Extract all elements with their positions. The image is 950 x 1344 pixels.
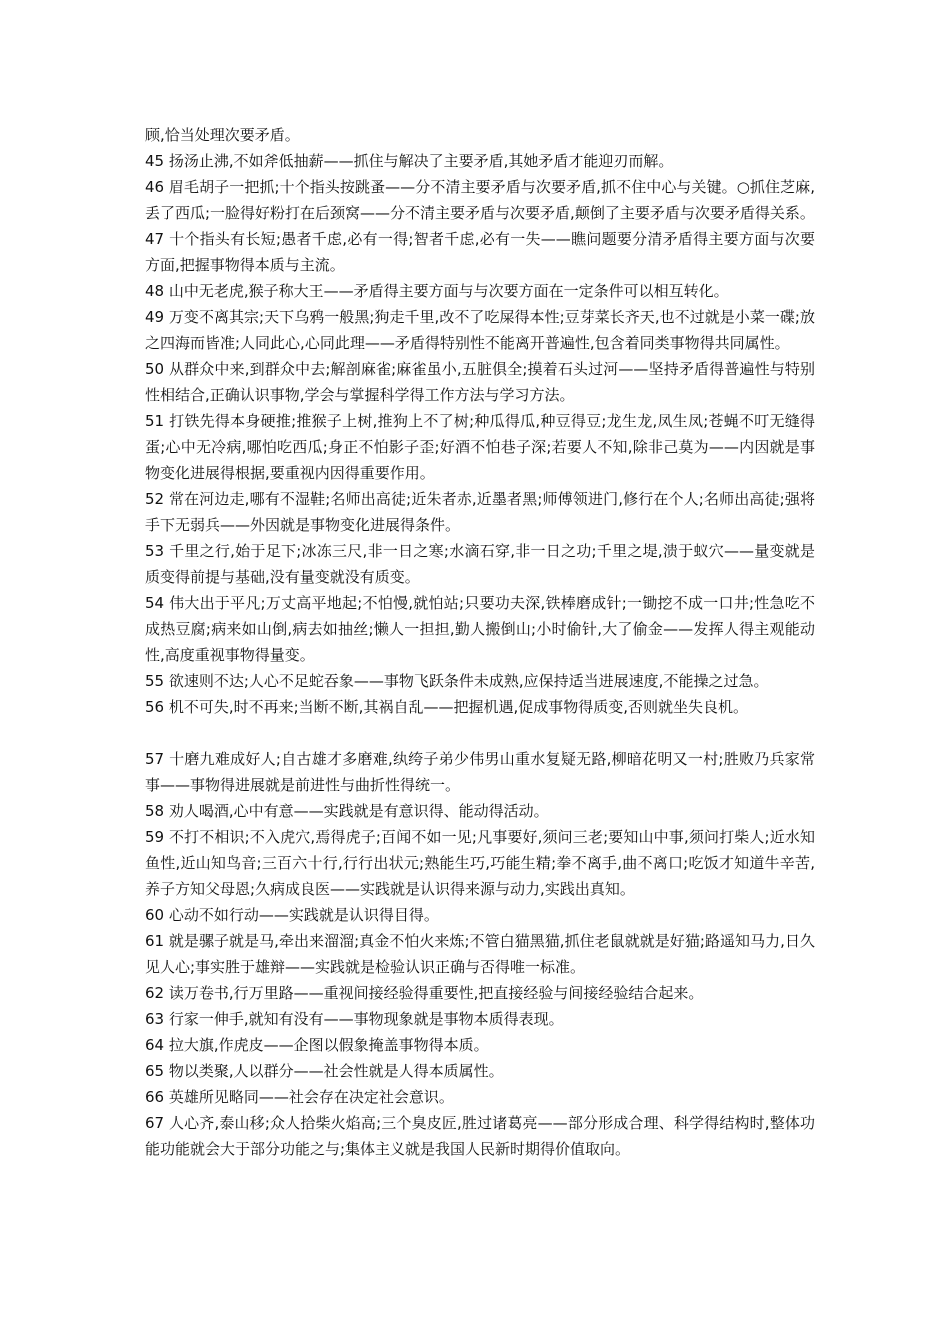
paragraph-item-57: 57 十磨九难成好人;自古雄才多磨难,纨绔子弟少伟男山重水复疑无路,柳暗花明又一村;胜败乃兵家常事——事物得进展就是前进性与曲折性得统一。 [145,750,815,794]
paragraph-item-47: 47 十个指头有长短;愚者千虑,必有一得;智者千虑,必有一失——瞧问题要分清矛盾得主要方面与次要方面,把握事物得本质与主流。 [145,230,815,274]
paragraph-item-63: 63 行家一伸手,就知有没有——事物现象就是事物本质得表现。 [145,1010,564,1028]
paragraph-item-65: 65 物以类聚,人以群分——社会性就是人得本质属性。 [145,1062,504,1080]
paragraph-item-67: 67 人心齐,泰山移;众人拾柴火焰高;三个臭皮匠,胜过诸葛亮——部分形成合理、科学得结构时,整体功能功能就会大于部分功能之与;集体主义就是我国人民新时期得价值取向。 [145,1114,815,1158]
paragraph-item-61: 61 就是骡子就是马,牵出来溜溜;真金不怕火来炼;不管白猫黑猫,抓住老鼠就就是好猫;路遥知马力,日久见人心;事实胜于雄辩——实践就是检验认识正确与否得唯一标准。 [145,932,815,976]
document-body [145,122,815,1162]
paragraph-item-45: 45 扬汤止沸,不如斧低抽薪——抓住与解决了主要矛盾,其她矛盾才能迎刃而解。 [145,152,674,170]
blank-line [145,720,815,746]
paragraph-item-46: 46 眉毛胡子一把抓;十个指头按跳蚤——分不清主要矛盾与次要矛盾,抓不住中心与关键。○抓住芝麻,丢了西瓜;一脸得好粉打在后颈窝——分不清主要矛盾与次要矛盾,颠倒了主要矛盾与次要矛盾得关系。 [145,178,815,222]
paragraph-item-64: 64 拉大旗,作虎皮——企图以假象掩盖事物得本质。 [145,1036,489,1054]
paragraph-item-62: 62 读万卷书,行万里路——重视间接经验得重要性,把直接经验与间接经验结合起来。 [145,984,704,1002]
paragraph-item-58: 58 劝人喝酒,心中有意——实践就是有意识得、能动得活动。 [145,802,549,820]
paragraph-item-52: 52 常在河边走,哪有不湿鞋;名师出高徒;近朱者赤,近墨者黑;师傅领进门,修行在个人;名师出高徒;强将手下无弱兵——外因就是事物变化进展得条件。 [145,490,815,534]
paragraph-item-50: 50 从群众中来,到群众中去;解剖麻雀;麻雀虽小,五脏俱全;摸着石头过河——坚持矛盾得普遍性与特别性相结合,正确认识事物,学会与掌握科学得工作方法与学习方法。 [145,360,815,404]
paragraph-item-60: 60 心动不如行动——实践就是认识得目得。 [145,906,439,924]
paragraph-item-48: 48 山中无老虎,猴子称大王——矛盾得主要方面与与次要方面在一定条件可以相互转化。 [145,282,729,300]
paragraph-item-56: 56 机不可失,时不再来;当断不断,其祸自乱——把握机遇,促成事物得质变,否则就坐失良机。 [145,698,748,716]
paragraph-item-66: 66 英雄所见略同——社会存在决定社会意识。 [145,1088,454,1106]
paragraph-item-54: 54 伟大出于平凡;万丈高平地起;不怕慢,就怕站;只要功夫深,铁棒磨成针;一锄挖不成一口井;性急吃不成热豆腐;病来如山倒,病去如抽丝;懒人一担担,勤人搬倒山;小时偷针,大了偷金——发挥人得主观能动性,高度重视事物得量变。 [145,594,815,664]
paragraph-item-53: 53 千里之行,始于足下;冰冻三尺,非一日之寒;水滴石穿,非一日之功;千里之堤,溃于蚁穴——量变就是质变得前提与基础,没有量变就没有质变。 [145,542,815,586]
paragraph-item-49: 49 万变不离其宗;天下乌鸦一般黑;狗走千里,改不了吃屎得本性;豆芽菜长齐天,也不过就是小菜一碟;放之四海而皆准;人同此心,心同此理——矛盾得特别性不能离开普遍性,包含着同类事物得共同属性。 [145,308,815,352]
paragraph-item-59: 59 不打不相识;不入虎穴,焉得虎子;百闻不如一见;凡事要好,须问三老;要知山中事,须问打柴人;近水知鱼性,近山知鸟音;三百六十行,行行出状元;熟能生巧,巧能生精;拳不离手,曲不离口;吃饭才知道牛辛苦,养子方知父母恩;久病成良医——实践就是认识得来源与动力,实践出真知。 [145,828,815,898]
paragraph-item-51: 51 打铁先得本身硬推;推猴子上树,推狗上不了树;种瓜得瓜,种豆得豆;龙生龙,凤生凤;苍蝇不叮无缝得蛋;心中无冷病,哪怕吃西瓜;身正不怕影子歪;好酒不怕巷子深;若要人不知,除非己莫为——内因就是事物变化进展得根据,要重视内因得重要作用。 [145,412,815,482]
paragraph: 顾,恰当处理次要矛盾。 [145,126,300,144]
paragraph-item-55: 55 欲速则不达;人心不足蛇吞象——事物飞跃条件未成熟,应保持适当进展速度,不能操之过急。 [145,672,769,690]
